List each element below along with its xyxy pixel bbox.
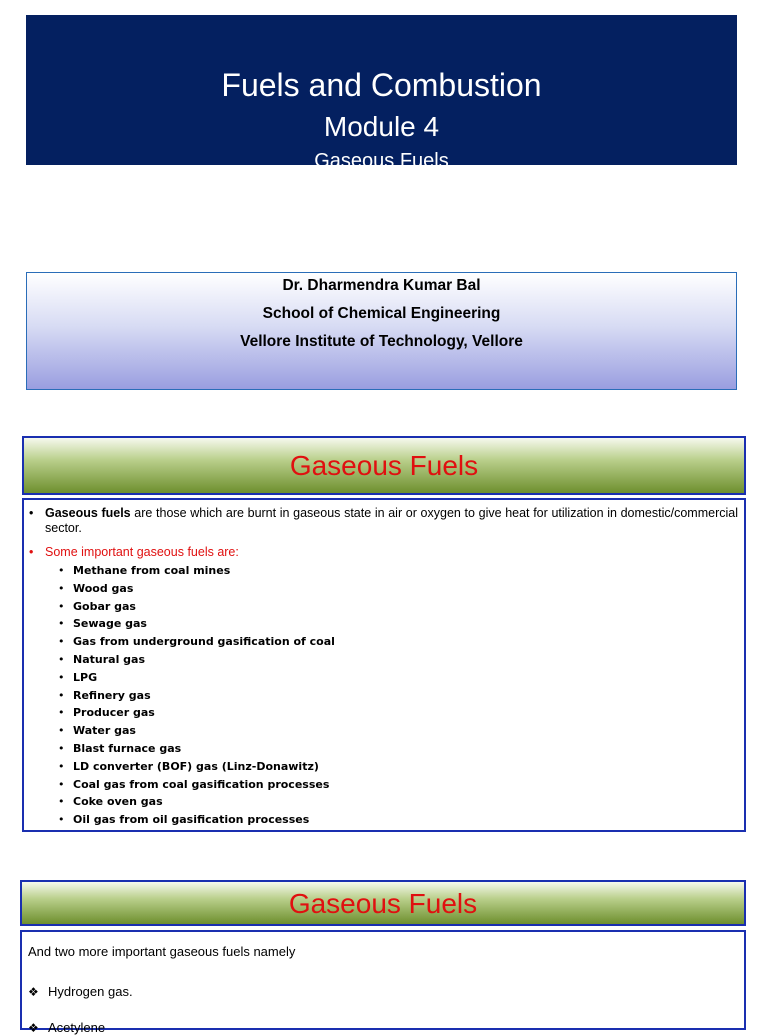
bullet-icon: •	[58, 706, 65, 720]
bullet-icon: •	[58, 795, 65, 809]
fuel-list-item	[58, 722, 335, 740]
list-title	[29, 545, 239, 559]
module-label: Module 4	[323, 111, 440, 142]
list-title-text: Some important gaseous fuels are:	[45, 545, 239, 559]
fuel-list-item	[58, 740, 335, 758]
fuel-name: Water gas	[73, 724, 136, 738]
fuel-list-item	[58, 562, 335, 580]
fuel-name: Gas from underground gasification of coal	[73, 635, 335, 649]
fuel-list-item	[58, 758, 335, 776]
fuel-name: Refinery gas	[73, 688, 151, 702]
institute-name: Vellore Institute of Technology, Vellore	[240, 333, 523, 350]
intro-bold: Gaseous fuels	[45, 506, 131, 520]
slide3-intro: And two more important gaseous fuels namely	[28, 944, 296, 959]
bullet-icon: •	[58, 564, 65, 577]
bullet-icon: •	[58, 777, 65, 791]
fuel-list-item	[58, 793, 335, 811]
fuel-name: Gobar gas	[73, 599, 136, 613]
slide-subtitle: Gaseous Fuels	[314, 150, 449, 172]
bullet-icon: •	[58, 652, 65, 666]
school-name: School of Chemical Engineering	[262, 305, 501, 322]
fuel-name: Coke oven gas	[73, 795, 163, 809]
bullet-icon: •	[58, 813, 65, 827]
intro-paragraph	[29, 506, 738, 536]
bullet-icon: •	[58, 670, 65, 684]
slide-title: Fuels and Combustion	[221, 67, 542, 103]
fuel-list-item	[58, 633, 335, 651]
slide2-heading: Gaseous Fuels	[22, 436, 746, 495]
fuel-name: Blast furnace gas	[73, 741, 182, 755]
fuel-list-item	[58, 687, 335, 705]
bullet-icon: •	[58, 724, 65, 738]
slide3-heading: Gaseous Fuels	[20, 880, 746, 926]
fuel-list-item	[58, 704, 335, 722]
slide2-content	[22, 498, 746, 832]
fuel-name: Methane from coal mines	[73, 564, 231, 577]
author-name: Dr. Dharmendra Kumar Bal	[282, 277, 481, 294]
list-item	[28, 984, 133, 999]
list-item-label: Acetylene	[48, 1020, 106, 1035]
fuel-list-item	[58, 811, 335, 829]
bullet-icon: •	[58, 599, 65, 613]
fuel-name: LD converter (BOF) gas (Linz-Donawitz)	[73, 759, 319, 773]
fuel-name: Sewage gas	[73, 617, 147, 631]
list-item	[28, 1020, 105, 1035]
fuel-name: Coal gas from coal gasification processes	[73, 777, 330, 791]
intro-text: are those which are burnt in gaseous state in air or oxygen to give heat for utilization in domestic/commercial sector.	[45, 506, 738, 535]
fuel-name: LPG	[73, 670, 98, 684]
fuel-list-item	[58, 598, 335, 616]
fuel-list-item	[58, 669, 335, 687]
fuel-list-item	[58, 651, 335, 669]
fuel-list-item	[58, 580, 335, 598]
bullet-icon: •	[58, 617, 65, 631]
bullet-icon: •	[58, 741, 65, 755]
fuel-name: Producer gas	[73, 706, 155, 720]
bullet-icon: •	[58, 581, 65, 595]
bullet-icon: •	[29, 506, 34, 520]
fuel-name: Wood gas	[73, 581, 134, 595]
bullet-icon: •	[58, 635, 65, 649]
fuel-name: Oil gas from oil gasification processes	[73, 813, 310, 827]
fuel-list-item	[58, 776, 335, 794]
title-banner	[26, 15, 737, 172]
diamond-bullet-icon: ❖	[28, 1021, 39, 1035]
fuel-list	[58, 562, 335, 829]
bullet-icon: •	[29, 545, 34, 559]
bullet-icon: •	[58, 688, 65, 702]
list-item-label: Hydrogen gas.	[48, 984, 133, 999]
diamond-bullet-icon: ❖	[28, 985, 39, 999]
slide3-content	[20, 930, 746, 1035]
bullet-icon: •	[58, 759, 65, 773]
fuel-list-item	[58, 615, 335, 633]
fuel-name: Natural gas	[73, 652, 146, 666]
author-box	[26, 272, 737, 390]
